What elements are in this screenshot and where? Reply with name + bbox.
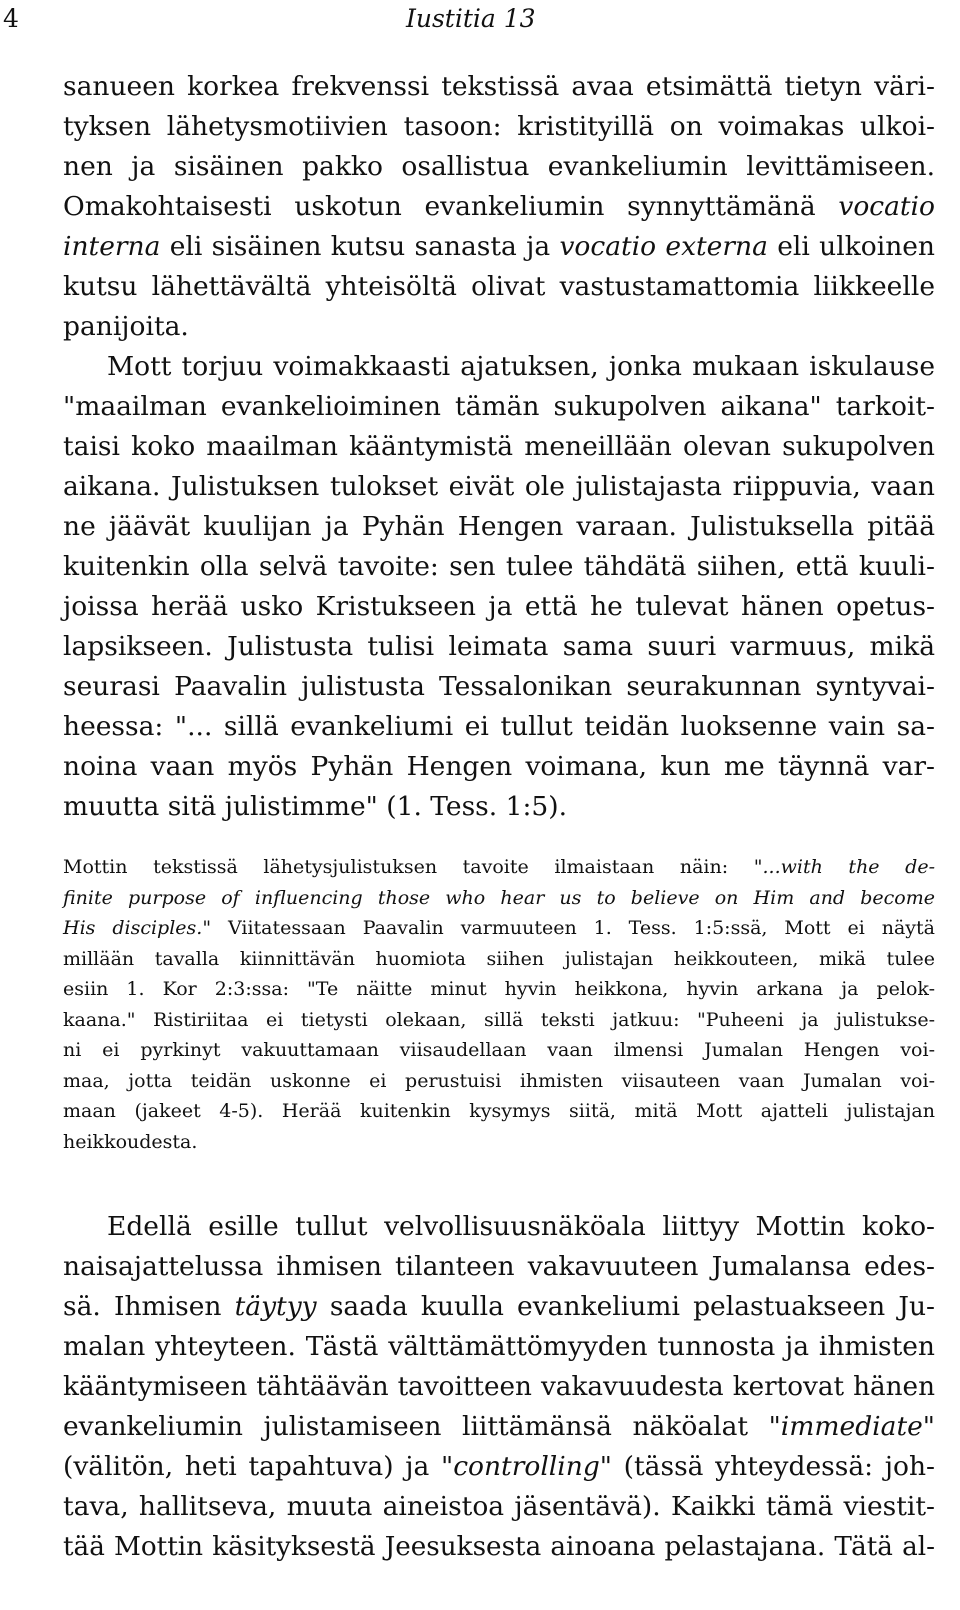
page-number: 4 (3, 4, 19, 33)
text-segment: evankeliumin julistamiseen liittämänsä näköalat " (63, 1411, 781, 1442)
text-line: ne jäävät kuulijan ja Pyhän Hengen varaan. Julistuksella pitää (63, 511, 935, 542)
main-text-upper (63, 67, 935, 827)
text-line (63, 1407, 935, 1447)
italic-quote: His disciples. (63, 917, 203, 939)
note-line: kaana." Ristiriitaa ei tietysti olekaan, sillä teksti jatkuu: "Puheeni ja julistukse- (63, 1008, 935, 1031)
footnote-block (63, 852, 935, 1157)
italic-term: täytyy (234, 1291, 317, 1322)
text-line: muutta sitä julistimme" (1. Tess. 1:5). (63, 791, 568, 822)
text-line: malan yhteyteen. Tästä välttämättömyyden tunnosta ja ihmisten (63, 1331, 935, 1362)
italic-term: vocatio externa (559, 231, 768, 262)
text-line: naisajattelussa ihmisen tilanteen vakavuuteen Jumalansa edes- (63, 1251, 935, 1282)
italic-quote: finite purpose of influencing those who hear us to believe on Him and become (63, 886, 935, 909)
text-line: kääntymiseen tähtäävän tavoitteen vakavuudesta kertovat hänen (63, 1372, 935, 1402)
text-line: heessa: "... sillä evankeliumi ei tullut teidän luoksenne vain sa- (63, 711, 935, 742)
text-segment: (välitön, heti tapahtuva) ja " (63, 1451, 454, 1482)
text-segment: sä. Ihmisen (63, 1291, 235, 1322)
note-line: millään tavalla kiinnittävän huomiota siihen julistajan heikkouteen, mikä tulee (63, 947, 935, 970)
paragraph-1 (63, 67, 935, 347)
italic-quote: ...with the de- (762, 856, 935, 878)
main-text-lower (63, 1207, 935, 1567)
text-segment: saada kuulla evankeliumi pelastuakseen Ju- (316, 1291, 935, 1322)
text-segment: " (922, 1411, 935, 1442)
paragraph-3 (63, 1207, 935, 1567)
note-line (63, 852, 935, 883)
paragraph-2 (63, 347, 935, 827)
text-line: "maailman evankelioiminen tämän sukupolven aikana" tarkoit- (63, 391, 935, 422)
text-segment: eli ulkoinen (767, 231, 936, 262)
text-segment: " (tässä yhteydessä: joh- (599, 1451, 935, 1482)
italic-term: controlling (453, 1451, 600, 1482)
text-line: panijoita. (63, 311, 189, 342)
text-segment: eli sisäinen kutsu sanasta ja (160, 231, 560, 262)
text-line: kutsu lähettävältä yhteisöltä olivat vastustamattomia liikkeelle (63, 271, 935, 302)
text-line: tyksen lähetysmotiivien tasoon: kristityillä on voimakas ulkoi- (63, 111, 935, 142)
text-line (63, 1287, 935, 1327)
text-line: Mott torjuu voimakkaasti ajatuksen, jonka mukaan iskulause (107, 351, 935, 382)
text-segment: " Viitatessaan Paavalin varmuuteen 1. Tess. 1:5:ssä, Mott ei näytä (202, 917, 936, 939)
text-line (63, 227, 935, 267)
text-line: lapsikseen. Julistusta tulisi leimata sama suuri varmuus, mikä (63, 631, 935, 662)
note-line: ni ei pyrkinyt vakuuttamaan viisaudellaan vaan ilmensi Jumalan Hengen voi- (63, 1039, 935, 1061)
text-line: nen ja sisäinen pakko osallistua evankeliumin levittämiseen. (63, 151, 935, 182)
text-line: aikana. Julistuksen tulokset eivät ole julistajasta riippuvia, vaan (63, 471, 935, 502)
text-line: seurasi Paavalin julistusta Tessalonikan seurakunnan syntyvai- (63, 671, 935, 702)
italic-term: vocatio (838, 191, 935, 222)
text-line: kuitenkin olla selvä tavoite: sen tulee tähdätä siihen, että kuuli- (63, 551, 935, 582)
text-line: joissa herää usko Kristukseen ja että he tulevat hänen opetus- (63, 591, 935, 622)
text-line: noina vaan myös Pyhän Hengen voimana, kun me täynnä var- (63, 751, 935, 782)
note-line: heikkoudesta. (63, 1130, 198, 1153)
text-line: Edellä esille tullut velvollisuusnäköala liittyy Mottin koko- (107, 1211, 935, 1242)
text-segment: Mottin tekstissä lähetysjulistuksen tavoite ilmaistaan näin: " (63, 856, 763, 878)
text-line: tää Mottin käsityksestä Jeesuksesta ainoana pelastajana. Tätä al- (63, 1532, 935, 1562)
running-head: Iustitia 13 (406, 4, 536, 33)
note-line: esiin 1. Kor 2:3:ssa: "Te näitte minut hyvin heikkona, hyvin arkana ja pelok- (63, 978, 935, 1000)
text-line (63, 187, 935, 227)
note-line: maa, jotta teidän uskonne ei perustuisi ihmisten viisauteen vaan Jumalan voi- (63, 1069, 935, 1092)
note-line (63, 913, 935, 944)
text-line: sanueen korkea frekvenssi tekstissä avaa etsimättä tietyn väri- (63, 71, 935, 102)
note-line (63, 883, 935, 914)
italic-term: immediate (780, 1411, 923, 1442)
text-line: taisi koko maailman kääntymistä meneillään olevan sukupolven (63, 431, 935, 462)
note-line: maan (jakeet 4-5). Herää kuitenkin kysymys siitä, mitä Mott ajatteli julistajan (63, 1100, 935, 1122)
page-header (0, 0, 960, 40)
text-segment: Omakohtaisesti uskotun evankeliumin synnyttämänä (63, 191, 839, 222)
text-line: tava, hallitseva, muuta aineistoa jäsentävä). Kaikki tämä viestit- (63, 1491, 935, 1522)
text-line (63, 1447, 935, 1487)
italic-term: interna (63, 231, 161, 262)
